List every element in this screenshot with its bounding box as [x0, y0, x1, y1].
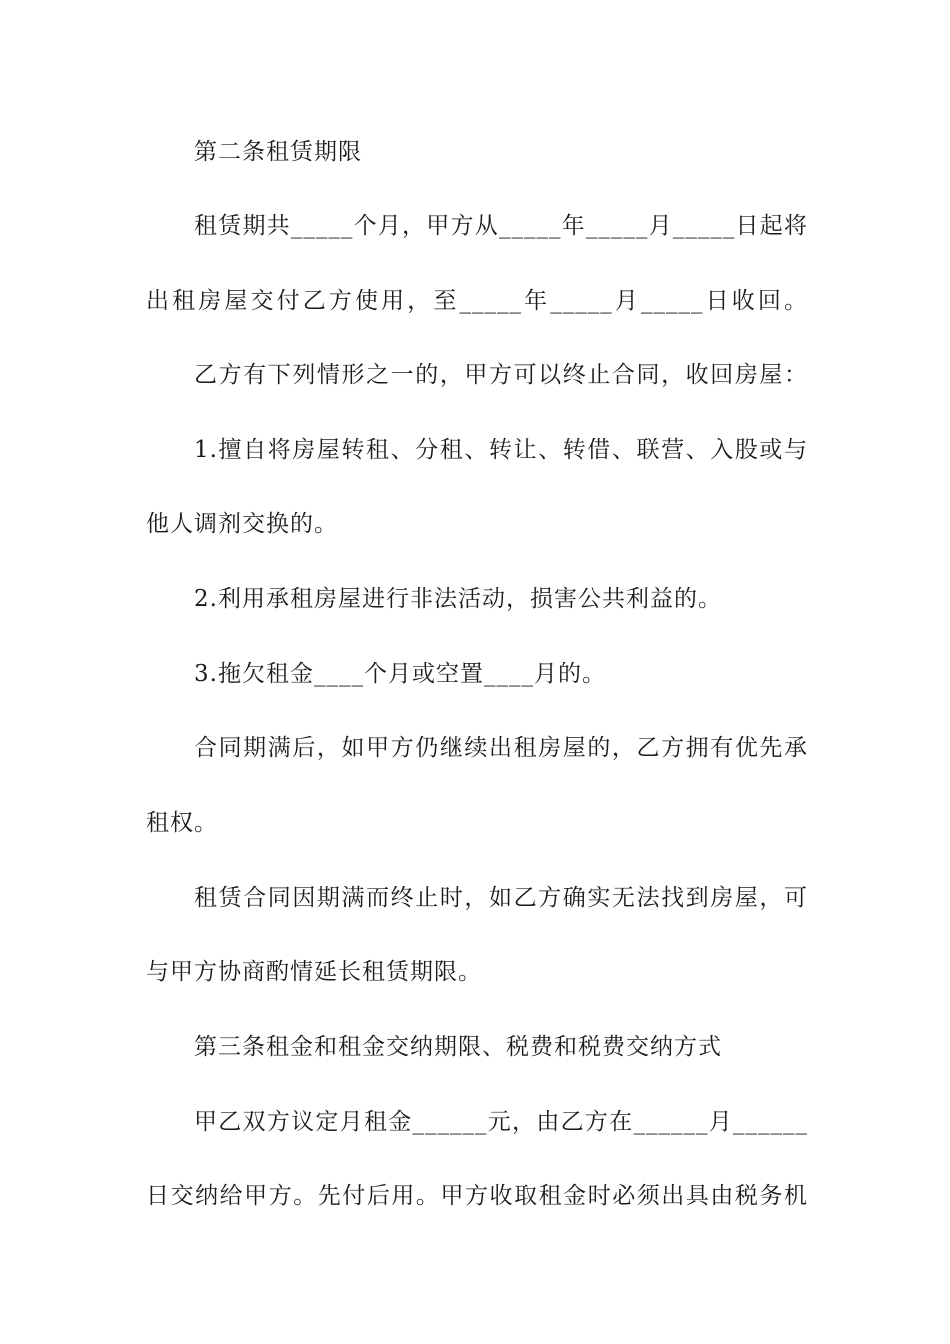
paragraph-line: 租赁期共_____个月，甲方从_____年_____月_____日起将 — [194, 213, 808, 239]
article-3-heading: 第三条租金和租金交纳期限、税费和税费交纳方式 — [194, 1034, 722, 1060]
list-item-1-line: 1.擅自将房屋转租、分租、转让、转借、联营、入股或与 — [194, 437, 808, 463]
paragraph-line: 与甲方协商酌情延长租赁期限。 — [146, 959, 482, 985]
list-item-1-line: 他人调剂交换的。 — [146, 511, 338, 537]
paragraph-line: 甲乙双方议定月租金______元，由乙方在______月______ — [194, 1109, 808, 1135]
paragraph-line: 出租房屋交付乙方使用，至_____年_____月_____日收回。 — [146, 288, 808, 314]
paragraph-line: 合同期满后，如甲方仍继续出租房屋的，乙方拥有优先承 — [194, 735, 808, 761]
paragraph-line: 租权。 — [146, 810, 218, 836]
list-item-3: 3.拖欠租金____个月或空置____月的。 — [194, 661, 606, 687]
article-2-heading: 第二条租赁期限 — [194, 139, 362, 165]
list-item-2: 2.利用承租房屋进行非法活动，损害公共利益的。 — [194, 586, 722, 612]
paragraph-line: 乙方有下列情形之一的，甲方可以终止合同，收回房屋： — [194, 362, 808, 388]
paragraph-line: 租赁合同因期满而终止时，如乙方确实无法找到房屋，可 — [194, 885, 808, 911]
paragraph-line: 日交纳给甲方。先付后用。甲方收取租金时必须出具由税务机 — [146, 1183, 808, 1209]
